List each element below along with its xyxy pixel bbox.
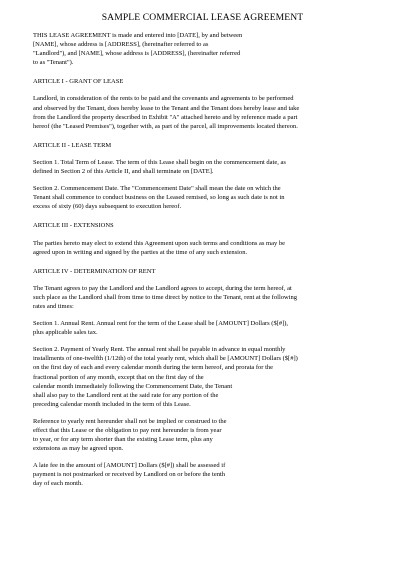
text-line: shall also pay to the Landlord rent at the said rate for any portion of the [33,391,219,399]
intro-paragraph [33,31,372,67]
text-line: to year, or for any term shorter than the existing Lease term, plus any [33,436,213,444]
text-line: THIS LEASE AGREEMENT is made and entered into [DATE], by and between [33,32,243,39]
text-line: hereof (the "Leased Premises"), together with, as part of the parcel, all improvements located thereon. [33,122,298,130]
text-line: preceding calendar month included in the term of this Lease. [33,400,191,408]
text-line: rates and times: [33,302,74,310]
article-2-section-1 [33,158,372,176]
text-line: such place as the Landlord shall from time to time direct by notice to the Tenant, rent at the following [33,293,298,301]
article-4-section-2 [33,345,372,409]
text-line: defined in Section 2 of this Article II, and shall terminate on [DATE]. [33,168,214,176]
text-line: and observed by the Tenant, does hereby lease to the Tenant and the Tenant does hereby lease and take [33,104,300,112]
article-4-heading: ARTICLE IV - DETERMINATION OF RENT [33,267,156,275]
text-line: plus applicable sales tax. [33,329,98,337]
article-1-heading: ARTICLE I - GRANT OF LEASE [33,78,124,86]
text-line: Landlord, in consideration of the rents to be paid and the covenants and agreements to be performed [33,95,294,103]
text-line: Section 1. Annual Rent. Annual rent for the term of the Lease shall be [AMOUNT] Dollars ($[#]), [33,320,289,328]
text-line: Section 2. Payment of Yearly Rent. The annual rent shall be payable in advance in equal monthly [33,346,286,354]
text-line: The parties hereto may elect to extend this Agreement upon such terms and conditions as may be [33,239,285,247]
article-2-heading: ARTICLE II - LEASE TERM [33,141,112,149]
text-line: day of each month. [33,480,83,488]
text-line: "Landlord"), and [NAME], whose address is [ADDRESS], (hereinafter referred [33,50,241,58]
text-line: calendar month immediately following the Commencement Date, the Tenant [33,382,233,390]
text-line: to as "Tenant"). [33,59,74,67]
text-line: from the Landlord the property described in Exhibit "A" attached hereto and by reference made a part [33,113,298,121]
text-line: Section 2. Commencement Date. The "Commencement Date" shall mean the date on which the [33,185,281,193]
article-4-late-fee-paragraph [33,461,372,488]
article-3-heading: ARTICLE III - EXTENSIONS [33,222,114,230]
text-line: on the first day of each and every calendar month during the term hereof, and prorata for the [33,364,274,372]
text-line: The Tenant agrees to pay the Landlord and the Landlord agrees to accept, during the term hereof, at [33,284,292,292]
text-line: payment is not postmarked or received by Landlord on or before the tenth [33,471,226,479]
text-line: fractional portion of any month, except that on the first day of the [33,373,204,381]
text-line: agreed upon in writing and signed by the parties at the time of any such extension. [33,248,248,256]
text-line: Tenant shall commence to conduct business on the Leased remised, so long as such date is not in [33,194,285,202]
article-4-section-1 [33,319,372,337]
article-2-section-2 [33,184,372,211]
text-line: installments of one-twelfth (1/12th) of the total yearly rent, which shall be [AMOUNT] Dollars ($[#]) [33,355,298,363]
text-line: Reference to yearly rent hereunder shall not be implied or construed to the [33,417,227,425]
text-line: effect that this Lease or the obligation to pay rent hereunder is from year [33,427,222,434]
document-title: SAMPLE COMMERCIAL LEASE AGREEMENT [101,12,304,23]
text-line: [NAME], whose address is [ADDRESS], (hereinafter referred to as [33,41,209,49]
article-1-paragraph [33,94,372,130]
text-line: excess of sixty (60) days subsequent to execution hereof. [33,203,182,211]
text-line: A late fee in the amount of [AMOUNT] Dollars ($[#]) shall be assessed if [33,462,226,470]
article-4-intro [33,284,372,311]
text-line: extensions as may be agreed upon. [33,445,124,453]
article-4-reference-paragraph [33,417,372,453]
text-line: Section 1. Total Term of Lease. The term of this Lease shall begin on the commencement date, as [33,158,286,166]
article-3-paragraph [33,239,372,257]
